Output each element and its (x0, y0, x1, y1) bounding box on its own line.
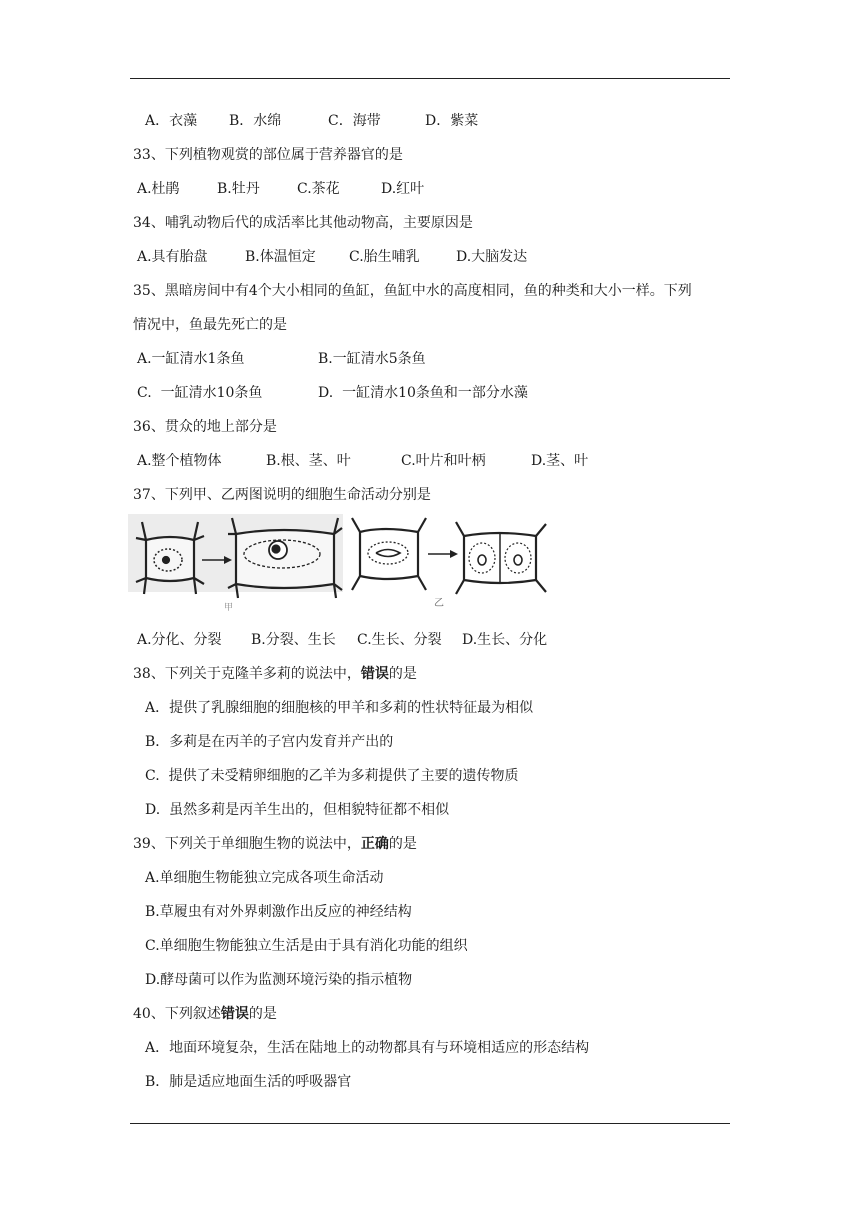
q36-option-d: D.茎、叶 (531, 453, 589, 469)
q35-option-b: B.一缸清水5条鱼 (318, 351, 426, 367)
q38-option-b: B．多莉是在丙羊的子宫内发育并产出的 (145, 734, 394, 750)
q40-option-b: B．肺是适应地面生活的呼吸器官 (145, 1074, 352, 1090)
q33-stem: 33、下列植物观赏的部位属于营养器官的是 (133, 147, 403, 163)
q40-emphasis: 错误 (220, 1006, 249, 1022)
q34-option-c: C.胎生哺乳 (349, 249, 420, 265)
q32-option-d: D．紫菜 (425, 113, 479, 129)
header-rule (130, 78, 730, 79)
q32-option-c: C．海带 (328, 113, 381, 129)
q37-option-a: A.分化、分裂 (137, 632, 222, 648)
figure-label-yi: 乙 (434, 598, 444, 609)
q38-option-a: A．提供了乳腺细胞的细胞核的甲羊和多莉的性状特征最为相似 (145, 700, 534, 716)
q39-option-a: A.单细胞生物能独立完成各项生命活动 (145, 870, 384, 886)
q35-option-c: C. 一缸清水10条鱼 (137, 385, 263, 401)
q36-option-a: A.整个植物体 (137, 453, 222, 469)
figure-yi-arrow (428, 550, 458, 558)
q33-option-b: B.牡丹 (217, 181, 260, 197)
q39-emphasis: 正确 (360, 836, 389, 852)
q38-option-c: C. 提供了未受精卵细胞的乙羊为多莉提供了主要的遗传物质 (145, 768, 519, 784)
q35-option-d: D. 一缸清水10条鱼和一部分水藻 (318, 385, 528, 401)
q35-stem-line2: 情况中，鱼最先死亡的是 (133, 317, 287, 333)
q38-stem: 38、下列关于克隆羊多莉的说法中，错误的是 (133, 666, 417, 682)
q36-stem: 36、贯众的地上部分是 (133, 419, 277, 435)
q34-option-b: B.体温恒定 (245, 249, 316, 265)
q40-option-a: A．地面环境复杂，生活在陆地上的动物都具有与环境相适应的形态结构 (145, 1040, 590, 1056)
q39-option-d: D.酵母菌可以作为监测环境污染的指示植物 (145, 972, 413, 988)
q39-stem: 39、下列关于单细胞生物的说法中，正确的是 (133, 836, 417, 852)
q32-option-b: B．水绵 (229, 113, 282, 129)
q39-option-b: B.草履虫有对外界刺激作出反应的神经结构 (145, 904, 412, 920)
q39-option-c: C.单细胞生物能独立生活是由于具有消化功能的组织 (145, 938, 468, 954)
footer-rule (130, 1123, 730, 1124)
q37-option-c: C.生长、分裂 (357, 632, 442, 648)
q38-emphasis: 错误 (360, 666, 389, 682)
figure-label-jia: 甲 (224, 603, 234, 613)
figure-yi-parent-cell (352, 518, 426, 590)
q36-option-b: B.根、茎、叶 (266, 453, 351, 469)
q34-option-d: D.大脑发达 (456, 249, 528, 265)
q37-option-d: D.生长、分化 (462, 632, 548, 648)
q37-option-b: B.分裂、生长 (251, 632, 336, 648)
q32-option-a: A．衣藻 (145, 113, 198, 129)
q34-stem: 34、哺乳动物后代的成活率比其他动物高，主要原因是 (133, 215, 473, 231)
q35-option-a: A.一缸清水1条鱼 (137, 351, 245, 367)
figure-yi-daughter-cells (456, 522, 546, 594)
q38-option-d: D. 虽然多莉是丙羊生出的，但相貌特征都不相似 (145, 802, 450, 818)
cell-activity-figure (128, 510, 554, 615)
q33-option-a: A.杜鹃 (137, 181, 180, 197)
q34-option-a: A.具有胎盘 (137, 249, 208, 265)
q35-stem-line1: 35、黑暗房间中有4个大小相同的鱼缸，鱼缸中水的高度相同，鱼的种类和大小一样。下列 (133, 283, 692, 299)
q33-option-c: C.茶花 (297, 181, 340, 197)
q37-stem: 37、下列甲、乙两图说明的细胞生命活动分别是 (133, 487, 431, 503)
q40-stem: 40、下列叙述错误的是 (133, 1006, 277, 1022)
q36-option-c: C.叶片和叶柄 (401, 453, 486, 469)
q33-option-d: D.红叶 (381, 181, 425, 197)
